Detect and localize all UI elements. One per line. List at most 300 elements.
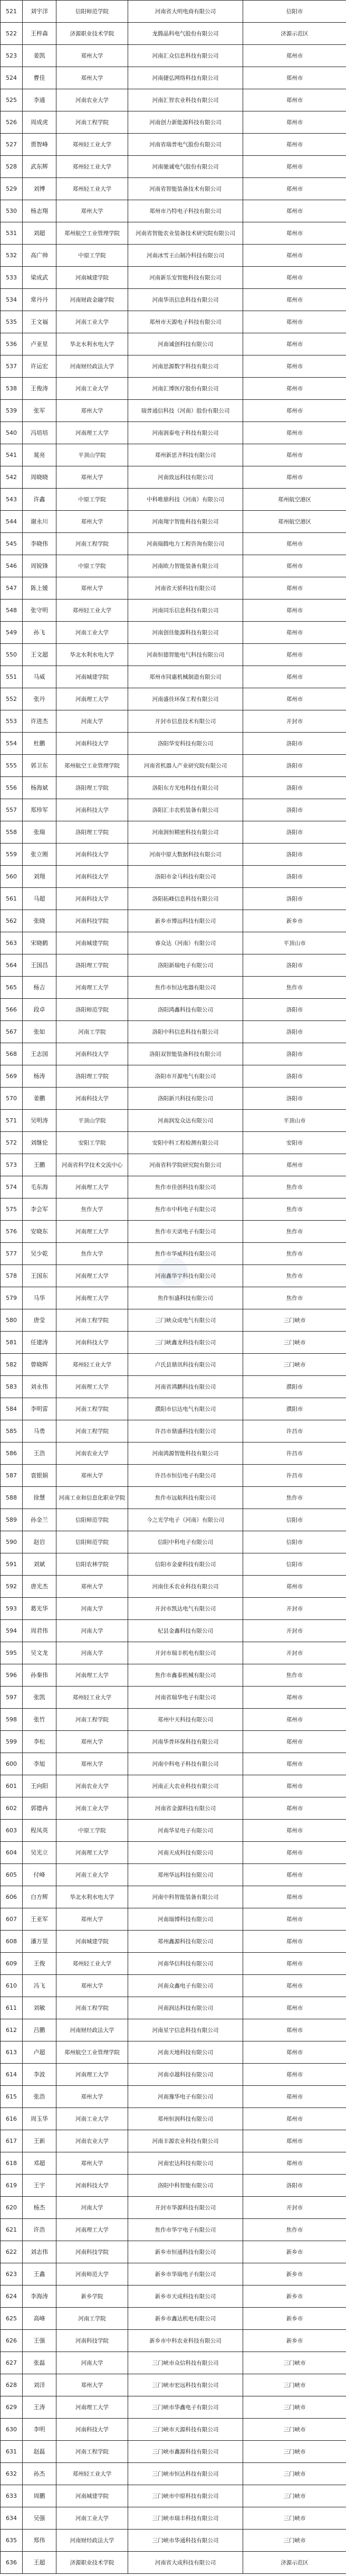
company-cell: 郑州恒润科技有限公司 bbox=[128, 2108, 243, 2130]
city-cell: 郑州市 bbox=[243, 1154, 346, 1176]
row-number-cell: 600 bbox=[1, 1753, 23, 1775]
company-cell: 三门峡市恒达科技有限公司 bbox=[128, 2463, 243, 2485]
school-cell: 郑州大学 bbox=[56, 466, 128, 489]
name-cell: 李旭 bbox=[23, 1753, 56, 1775]
company-cell: 开封市凯达电气有限公司 bbox=[128, 1598, 243, 1620]
city-cell: 郑州市 bbox=[243, 267, 346, 289]
table-row bbox=[1, 2463, 346, 2485]
row-number-cell: 522 bbox=[1, 23, 23, 45]
company-cell: 河南众鑫电子有限公司 bbox=[128, 1975, 243, 1997]
name-cell: 刘洋 bbox=[23, 2374, 56, 2396]
table-row bbox=[1, 2108, 346, 2130]
company-cell: 河南驰诚电气股份有限公司 bbox=[128, 156, 243, 178]
table-row bbox=[1, 178, 346, 200]
school-cell: 郑州大学 bbox=[56, 1908, 128, 1931]
row-number-cell: 614 bbox=[1, 2064, 23, 2086]
city-cell: 濮阳市 bbox=[243, 1398, 346, 1420]
name-cell: 张晓 bbox=[23, 910, 56, 932]
company-cell: 河南省科学院研究院有限公司 bbox=[128, 1154, 243, 1176]
row-number-cell: 560 bbox=[1, 866, 23, 888]
school-cell: 河南工程学院 bbox=[56, 111, 128, 134]
table-row bbox=[1, 1332, 346, 1354]
city-cell: 焦作市 bbox=[243, 1221, 346, 1243]
name-cell: 陈上媛 bbox=[23, 577, 56, 599]
table-row bbox=[1, 1908, 346, 1931]
row-number-cell: 553 bbox=[1, 710, 23, 733]
city-cell: 郑州市 bbox=[243, 2152, 346, 2175]
school-cell: 郑州大学 bbox=[56, 1465, 128, 1487]
school-cell: 河南理工大学 bbox=[56, 2064, 128, 2086]
city-cell: 新乡市 bbox=[243, 2263, 346, 2285]
table-row bbox=[1, 1553, 346, 1576]
table-row bbox=[1, 1287, 346, 1309]
row-number-cell: 530 bbox=[1, 200, 23, 222]
company-cell: 河南丰源农业科技有限公司 bbox=[128, 2130, 243, 2152]
table-row bbox=[1, 777, 346, 799]
table-row bbox=[1, 1531, 346, 1553]
city-cell: 郑州市 bbox=[243, 1908, 346, 1931]
row-number-cell: 528 bbox=[1, 156, 23, 178]
company-cell: 河南冰雪王山制冷科技有限公司 bbox=[128, 245, 243, 267]
company-cell: 开封市信息技术有限公司 bbox=[128, 710, 243, 733]
school-cell: 河南农业大学 bbox=[56, 2130, 128, 2152]
school-cell: 河南城建学院 bbox=[56, 267, 128, 289]
city-cell: 信阳市 bbox=[243, 1509, 346, 1531]
table-row bbox=[1, 2263, 346, 2285]
name-cell: 刘永伟 bbox=[23, 1376, 56, 1398]
name-cell: 周玉华 bbox=[23, 2108, 56, 2130]
city-cell: 许昌市 bbox=[243, 1465, 346, 1487]
company-cell: 洛阳新瑞电子有限公司 bbox=[128, 954, 243, 977]
city-cell: 三门峡市 bbox=[243, 2507, 346, 2530]
name-cell: 张磊 bbox=[23, 2352, 56, 2374]
table-row bbox=[1, 2241, 346, 2263]
city-cell: 三门峡市 bbox=[243, 2441, 346, 2463]
school-cell: 华北水利水电大学 bbox=[56, 333, 128, 355]
row-number-cell: 561 bbox=[1, 888, 23, 910]
name-cell: 毛东海 bbox=[23, 1176, 56, 1198]
row-number-cell: 526 bbox=[1, 111, 23, 134]
school-cell: 郑州大学 bbox=[56, 45, 128, 67]
school-cell: 河南工程学院 bbox=[56, 1709, 128, 1731]
city-cell: 三门峡市 bbox=[243, 2352, 346, 2374]
name-cell: 姜凯 bbox=[23, 45, 56, 67]
school-cell: 华北水利水电大学 bbox=[56, 1886, 128, 1908]
row-number-cell: 549 bbox=[1, 622, 23, 644]
company-cell: 河南正大农业科技有限公司 bbox=[128, 1775, 243, 1797]
school-cell: 河南科技大学 bbox=[56, 733, 128, 755]
table-row bbox=[1, 1931, 346, 1953]
school-cell: 济源职业技术学院 bbox=[56, 2552, 128, 2574]
company-cell: 河南鑫华宇科技有限公司 bbox=[128, 1265, 243, 1287]
name-cell: 谢永川 bbox=[23, 511, 56, 533]
school-cell: 河南科技学院 bbox=[56, 2241, 128, 2263]
school-cell: 郑州航空工业管理学院 bbox=[56, 755, 128, 777]
row-number-cell: 573 bbox=[1, 1154, 23, 1176]
name-cell: 杨涛 bbox=[23, 1065, 56, 1088]
school-cell: 焦作大学 bbox=[56, 1243, 128, 1265]
table-row bbox=[1, 2552, 346, 2574]
table-row bbox=[1, 1376, 346, 1398]
company-cell: 河南省金源科技有限公司 bbox=[128, 1797, 243, 1820]
name-cell: 郭卫东 bbox=[23, 755, 56, 777]
company-cell: 河南创佳能源科技有限公司 bbox=[128, 622, 243, 644]
table-row bbox=[1, 1354, 346, 1376]
name-cell: 郭德冉 bbox=[23, 1797, 56, 1820]
company-cell: 焦作市华宇电子有限公司 bbox=[128, 2219, 243, 2241]
company-cell: 新乡市华瑞电子有限公司 bbox=[128, 2263, 243, 2285]
table-row bbox=[1, 1110, 346, 1132]
name-cell: 晁亮 bbox=[23, 444, 56, 466]
row-number-cell: 531 bbox=[1, 222, 23, 245]
city-cell: 洛阳市 bbox=[243, 821, 346, 844]
school-cell: 河南工业大学 bbox=[56, 1864, 128, 1886]
company-cell: 三门峡市华通科技有限公司 bbox=[128, 2530, 243, 2552]
name-cell: 王鑫 bbox=[23, 2263, 56, 2285]
row-number-cell: 585 bbox=[1, 1420, 23, 1442]
table-row bbox=[1, 1598, 346, 1620]
table-row bbox=[1, 245, 346, 267]
school-cell: 河南农业大学 bbox=[56, 1775, 128, 1797]
city-cell: 郑州市 bbox=[243, 644, 346, 666]
company-cell: 河南恒德智能电气科技有限公司 bbox=[128, 644, 243, 666]
company-cell: 河南省鸿鹏科技有限公司 bbox=[128, 1376, 243, 1398]
city-cell: 郑州市 bbox=[243, 289, 346, 311]
name-cell: 周锐锋 bbox=[23, 555, 56, 577]
school-cell: 河南理工大学 bbox=[56, 977, 128, 999]
company-cell: 卢氏县鼎讯科技有限公司 bbox=[128, 1354, 243, 1376]
table-row bbox=[1, 156, 346, 178]
row-number-cell: 582 bbox=[1, 1354, 23, 1376]
city-cell: 郑州市 bbox=[243, 156, 346, 178]
row-number-cell: 568 bbox=[1, 1043, 23, 1065]
school-cell: 河南财政金融学院 bbox=[56, 289, 128, 311]
school-cell: 中原工学院 bbox=[56, 1820, 128, 1842]
city-cell: 焦作市 bbox=[243, 1243, 346, 1265]
table-row bbox=[1, 755, 346, 777]
table-row bbox=[1, 23, 346, 45]
table-row bbox=[1, 2352, 346, 2374]
row-number-cell: 562 bbox=[1, 910, 23, 932]
name-cell: 卢超 bbox=[23, 2041, 56, 2064]
school-cell: 河南科技大学 bbox=[56, 844, 128, 866]
row-number-cell: 581 bbox=[1, 1332, 23, 1354]
company-cell: 河南华讯信息科技有限公司 bbox=[128, 289, 243, 311]
company-cell: 河南中科电子科技有限公司 bbox=[128, 1753, 243, 1775]
row-number-cell: 627 bbox=[1, 2352, 23, 2374]
company-cell: 三门峡市华鑫电子有限公司 bbox=[128, 2396, 243, 2419]
name-cell: 王向阳 bbox=[23, 1775, 56, 1797]
city-cell: 安阳市 bbox=[243, 1132, 346, 1154]
city-cell: 郑州市 bbox=[243, 245, 346, 267]
row-number-cell: 609 bbox=[1, 1953, 23, 1975]
city-cell: 三门峡市 bbox=[243, 2463, 346, 2485]
row-number-cell: 590 bbox=[1, 1531, 23, 1553]
school-cell: 信阳农林学院 bbox=[56, 1553, 128, 1576]
table-row bbox=[1, 2507, 346, 2530]
table-row bbox=[1, 289, 346, 311]
school-cell: 平顶山学院 bbox=[56, 1110, 128, 1132]
company-cell: 河南翔宇智能科技有限公司 bbox=[128, 511, 243, 533]
company-cell: 河南欧力智能装备有限公司 bbox=[128, 555, 243, 577]
city-cell: 许昌市 bbox=[243, 1420, 346, 1442]
school-cell: 郑州大学 bbox=[56, 1731, 128, 1753]
school-cell: 郑州轻工业大学 bbox=[56, 1953, 128, 1975]
row-number-cell: 597 bbox=[1, 1687, 23, 1709]
table-row bbox=[1, 2219, 346, 2241]
name-cell: 王超 bbox=[23, 2552, 56, 2574]
school-cell: 平顶山学院 bbox=[56, 444, 128, 466]
name-cell: 张军 bbox=[23, 400, 56, 422]
company-cell: 瑞普通信科技（河南）股份有限公司 bbox=[128, 400, 243, 422]
city-cell: 郑州市 bbox=[243, 599, 346, 622]
city-cell: 焦作市 bbox=[243, 1176, 346, 1198]
school-cell: 郑州大学 bbox=[56, 577, 128, 599]
name-cell: 吴强 bbox=[23, 2507, 56, 2530]
name-cell: 徐慧 bbox=[23, 1487, 56, 1509]
school-cell: 河南大学 bbox=[56, 2352, 128, 2374]
name-cell: 袁银娟 bbox=[23, 1465, 56, 1487]
row-number-cell: 575 bbox=[1, 1198, 23, 1221]
name-cell: 杨志翔 bbox=[23, 200, 56, 222]
company-cell: 河南华星电子有限公司 bbox=[128, 1820, 243, 1842]
company-cell: 许昌市恒信电子有限公司 bbox=[128, 1465, 243, 1487]
company-cell: 开封市华源科技有限公司 bbox=[128, 2197, 243, 2219]
school-cell: 河南理工大学 bbox=[56, 422, 128, 444]
school-cell: 河南工程学院 bbox=[56, 533, 128, 555]
row-number-cell: 633 bbox=[1, 2485, 23, 2507]
name-cell: 张瑞 bbox=[23, 821, 56, 844]
city-cell: 郑州市 bbox=[243, 45, 346, 67]
company-cell: 河南诚创科技有限公司 bbox=[128, 333, 243, 355]
city-cell: 洛阳市 bbox=[243, 999, 346, 1021]
school-cell: 河南城建学院 bbox=[56, 1931, 128, 1953]
table-row bbox=[1, 533, 346, 555]
city-cell: 濮阳市 bbox=[243, 1376, 346, 1398]
city-cell: 平顶山市 bbox=[243, 932, 346, 954]
name-cell: 高广帅 bbox=[23, 245, 56, 267]
city-cell: 郑州市 bbox=[243, 2130, 346, 2152]
name-cell: 周鹏 bbox=[23, 2485, 56, 2507]
table-row bbox=[1, 2152, 346, 2175]
row-number-cell: 551 bbox=[1, 666, 23, 688]
table-row bbox=[1, 2086, 346, 2108]
name-cell: 张凯 bbox=[23, 1687, 56, 1709]
name-cell: 唐莹 bbox=[23, 1309, 56, 1332]
company-cell: 洛阳双智能装备科技有限公司 bbox=[128, 1043, 243, 1065]
school-cell: 河南大学 bbox=[56, 2197, 128, 2219]
table-row bbox=[1, 489, 346, 511]
row-number-cell: 576 bbox=[1, 1221, 23, 1243]
name-cell: 王浩 bbox=[23, 1442, 56, 1465]
name-cell: 李海涛 bbox=[23, 2285, 56, 2308]
school-cell: 郑州轻工业大学 bbox=[56, 1354, 128, 1376]
name-cell: 周晓晓 bbox=[23, 466, 56, 489]
company-cell: 河南汇智农业科技有限公司 bbox=[128, 89, 243, 111]
name-cell: 吕鹏 bbox=[23, 2019, 56, 2041]
row-number-cell: 610 bbox=[1, 1975, 23, 1997]
name-cell: 王志国 bbox=[23, 1043, 56, 1065]
table-row bbox=[1, 1442, 346, 1465]
company-cell: 安阳中科工程检测有限公司 bbox=[128, 1132, 243, 1154]
city-cell: 郑州市 bbox=[243, 355, 346, 378]
city-cell: 郑州市 bbox=[243, 2086, 346, 2108]
city-cell: 郑州市 bbox=[243, 378, 346, 400]
city-cell: 郑州市 bbox=[243, 688, 346, 710]
city-cell: 郑州市 bbox=[243, 178, 346, 200]
name-cell: 杨海斌 bbox=[23, 777, 56, 799]
company-cell: 河南创力新能源科技有限公司 bbox=[128, 111, 243, 134]
company-cell: 河南汇众信息科技有限公司 bbox=[128, 45, 243, 67]
row-number-cell: 584 bbox=[1, 1398, 23, 1420]
row-number-cell: 555 bbox=[1, 755, 23, 777]
row-number-cell: 545 bbox=[1, 533, 23, 555]
name-cell: 邓超 bbox=[23, 2152, 56, 2175]
company-cell: 河南润达科技有限公司 bbox=[128, 1997, 243, 2019]
table-row bbox=[1, 2197, 346, 2219]
name-cell: 张如 bbox=[23, 1021, 56, 1043]
row-number-cell: 595 bbox=[1, 1642, 23, 1664]
city-cell: 洛阳市 bbox=[243, 2175, 346, 2197]
row-number-cell: 630 bbox=[1, 2419, 23, 2441]
city-cell: 洛阳市 bbox=[243, 866, 346, 888]
city-cell: 郑州市 bbox=[243, 444, 346, 466]
name-cell: 张立刚 bbox=[23, 844, 56, 866]
company-cell: 河南省大成科技有限公司 bbox=[128, 2552, 243, 2574]
name-cell: 马华 bbox=[23, 1287, 56, 1309]
table-row bbox=[1, 2374, 346, 2396]
row-number-cell: 631 bbox=[1, 2441, 23, 2463]
table-row bbox=[1, 1420, 346, 1442]
table-row bbox=[1, 134, 346, 156]
name-cell: 武东辉 bbox=[23, 156, 56, 178]
city-cell: 郑州市 bbox=[243, 1709, 346, 1731]
company-cell: 河南中科智能装备有限公司 bbox=[128, 1886, 243, 1908]
city-cell: 郑州市 bbox=[243, 134, 346, 156]
name-cell: 王文超 bbox=[23, 644, 56, 666]
row-number-cell: 629 bbox=[1, 2396, 23, 2419]
table-row bbox=[1, 599, 346, 622]
table-row bbox=[1, 267, 346, 289]
row-number-cell: 532 bbox=[1, 245, 23, 267]
company-cell: 河南瑞博科技有限公司 bbox=[128, 1908, 243, 1931]
city-cell: 三门峡市 bbox=[243, 2485, 346, 2507]
city-cell: 焦作市 bbox=[243, 977, 346, 999]
company-cell: 龙腾晶科电气股份有限公司 bbox=[128, 23, 243, 45]
company-cell: 开封市瑞丰机电有限公司 bbox=[128, 1642, 243, 1664]
name-cell: 孙飞 bbox=[23, 622, 56, 644]
city-cell: 郑州市 bbox=[243, 555, 346, 577]
company-cell: 三门峡鑫龙科技有限公司 bbox=[128, 1332, 243, 1354]
city-cell: 郑州市 bbox=[243, 2041, 346, 2064]
city-cell: 焦作市 bbox=[243, 1198, 346, 1221]
school-cell: 河南理工大学 bbox=[56, 1664, 128, 1687]
city-cell: 郑州市 bbox=[243, 1731, 346, 1753]
school-cell: 河南师范大学 bbox=[56, 2263, 128, 2285]
row-number-cell: 552 bbox=[1, 688, 23, 710]
city-cell: 信阳市 bbox=[243, 1553, 346, 1576]
table-row bbox=[1, 733, 346, 755]
table-row bbox=[1, 622, 346, 644]
school-cell: 河南科技大学 bbox=[56, 1332, 128, 1354]
company-cell: 河南新乐安智能科技有限公司 bbox=[128, 267, 243, 289]
table-row bbox=[1, 2130, 346, 2152]
table-row bbox=[1, 1398, 346, 1420]
company-cell: 新乡市恒通科技有限公司 bbox=[128, 2241, 243, 2263]
name-cell: 马超 bbox=[23, 888, 56, 910]
name-cell: 马勇 bbox=[23, 1420, 56, 1442]
company-cell: 新乡市中科农业科技有限公司 bbox=[128, 2330, 243, 2352]
company-cell: 河南瑞腾电力工程咨询有限公司 bbox=[128, 533, 243, 555]
name-cell: 张竹 bbox=[23, 1709, 56, 1731]
table-row bbox=[1, 333, 346, 355]
company-cell: 焦作市佳创科技有限公司 bbox=[128, 1176, 243, 1198]
company-cell: 河南鸿源智能科技有限公司 bbox=[128, 1442, 243, 1465]
school-cell: 河南科技学院 bbox=[56, 910, 128, 932]
row-number-cell: 589 bbox=[1, 1509, 23, 1531]
school-cell: 郑州轻工业大学 bbox=[56, 134, 128, 156]
table-row bbox=[1, 2441, 346, 2463]
city-cell: 郑州航空港区 bbox=[243, 489, 346, 511]
table-row bbox=[1, 1620, 346, 1642]
city-cell: 郑州市 bbox=[243, 200, 346, 222]
name-cell: 赵磊 bbox=[23, 2441, 56, 2463]
company-cell: 三门峡众成电气有限公司 bbox=[128, 1309, 243, 1332]
company-cell: 洛阳市开源电气有限公司 bbox=[128, 1065, 243, 1088]
school-cell: 河南科技大学 bbox=[56, 866, 128, 888]
company-cell: 河南华信科技有限公司 bbox=[128, 1953, 243, 1975]
school-cell: 郑州大学 bbox=[56, 1753, 128, 1775]
table-row bbox=[1, 954, 346, 977]
table-row bbox=[1, 1753, 346, 1775]
company-cell: 郑州市天源电子科技有限公司 bbox=[128, 311, 243, 333]
school-cell: 河南农业大学 bbox=[56, 89, 128, 111]
school-cell: 洛阳师范学院 bbox=[56, 999, 128, 1021]
city-cell: 郑州市 bbox=[243, 2064, 346, 2086]
school-cell: 河南工业大学 bbox=[56, 2507, 128, 2530]
name-cell: 马威 bbox=[23, 666, 56, 688]
table-row bbox=[1, 378, 346, 400]
school-cell: 河南理工大学 bbox=[56, 1376, 128, 1398]
row-number-cell: 635 bbox=[1, 2530, 23, 2552]
company-cell: 今之光学电子（河南）有限公司 bbox=[128, 1509, 243, 1531]
row-number-cell: 569 bbox=[1, 1065, 23, 1088]
company-cell: 河南中原大数据科技有限公司 bbox=[128, 844, 243, 866]
name-cell: 贾智峰 bbox=[23, 134, 56, 156]
name-cell: 唐光杰 bbox=[23, 1576, 56, 1598]
school-cell: 郑州大学 bbox=[56, 2152, 128, 2175]
name-cell: 孙秦伟 bbox=[23, 1664, 56, 1687]
city-cell: 三门峡市 bbox=[243, 1354, 346, 1376]
school-cell: 河南工程学院 bbox=[56, 1420, 128, 1442]
table-row bbox=[1, 1687, 346, 1709]
row-number-cell: 536 bbox=[1, 333, 23, 355]
name-cell: 王文福 bbox=[23, 311, 56, 333]
school-cell: 河南工程学院 bbox=[56, 1398, 128, 1420]
company-cell: 郑州市乃特电子科技有限公司 bbox=[128, 200, 243, 222]
company-cell: 河南润泰电子科技有限公司 bbox=[128, 422, 243, 444]
school-cell: 信阳师范学院 bbox=[56, 1509, 128, 1531]
city-cell: 三门峡市 bbox=[243, 2530, 346, 2552]
company-cell: 焦作市恒达电器有限公司 bbox=[128, 977, 243, 999]
school-cell: 河南工程学院 bbox=[56, 1997, 128, 2019]
name-cell: 李通 bbox=[23, 89, 56, 111]
row-number-cell: 566 bbox=[1, 999, 23, 1021]
table-row bbox=[1, 1021, 346, 1043]
name-cell: 李明 bbox=[23, 2419, 56, 2441]
row-number-cell: 547 bbox=[1, 577, 23, 599]
name-cell: 孙杰 bbox=[23, 2463, 56, 2485]
